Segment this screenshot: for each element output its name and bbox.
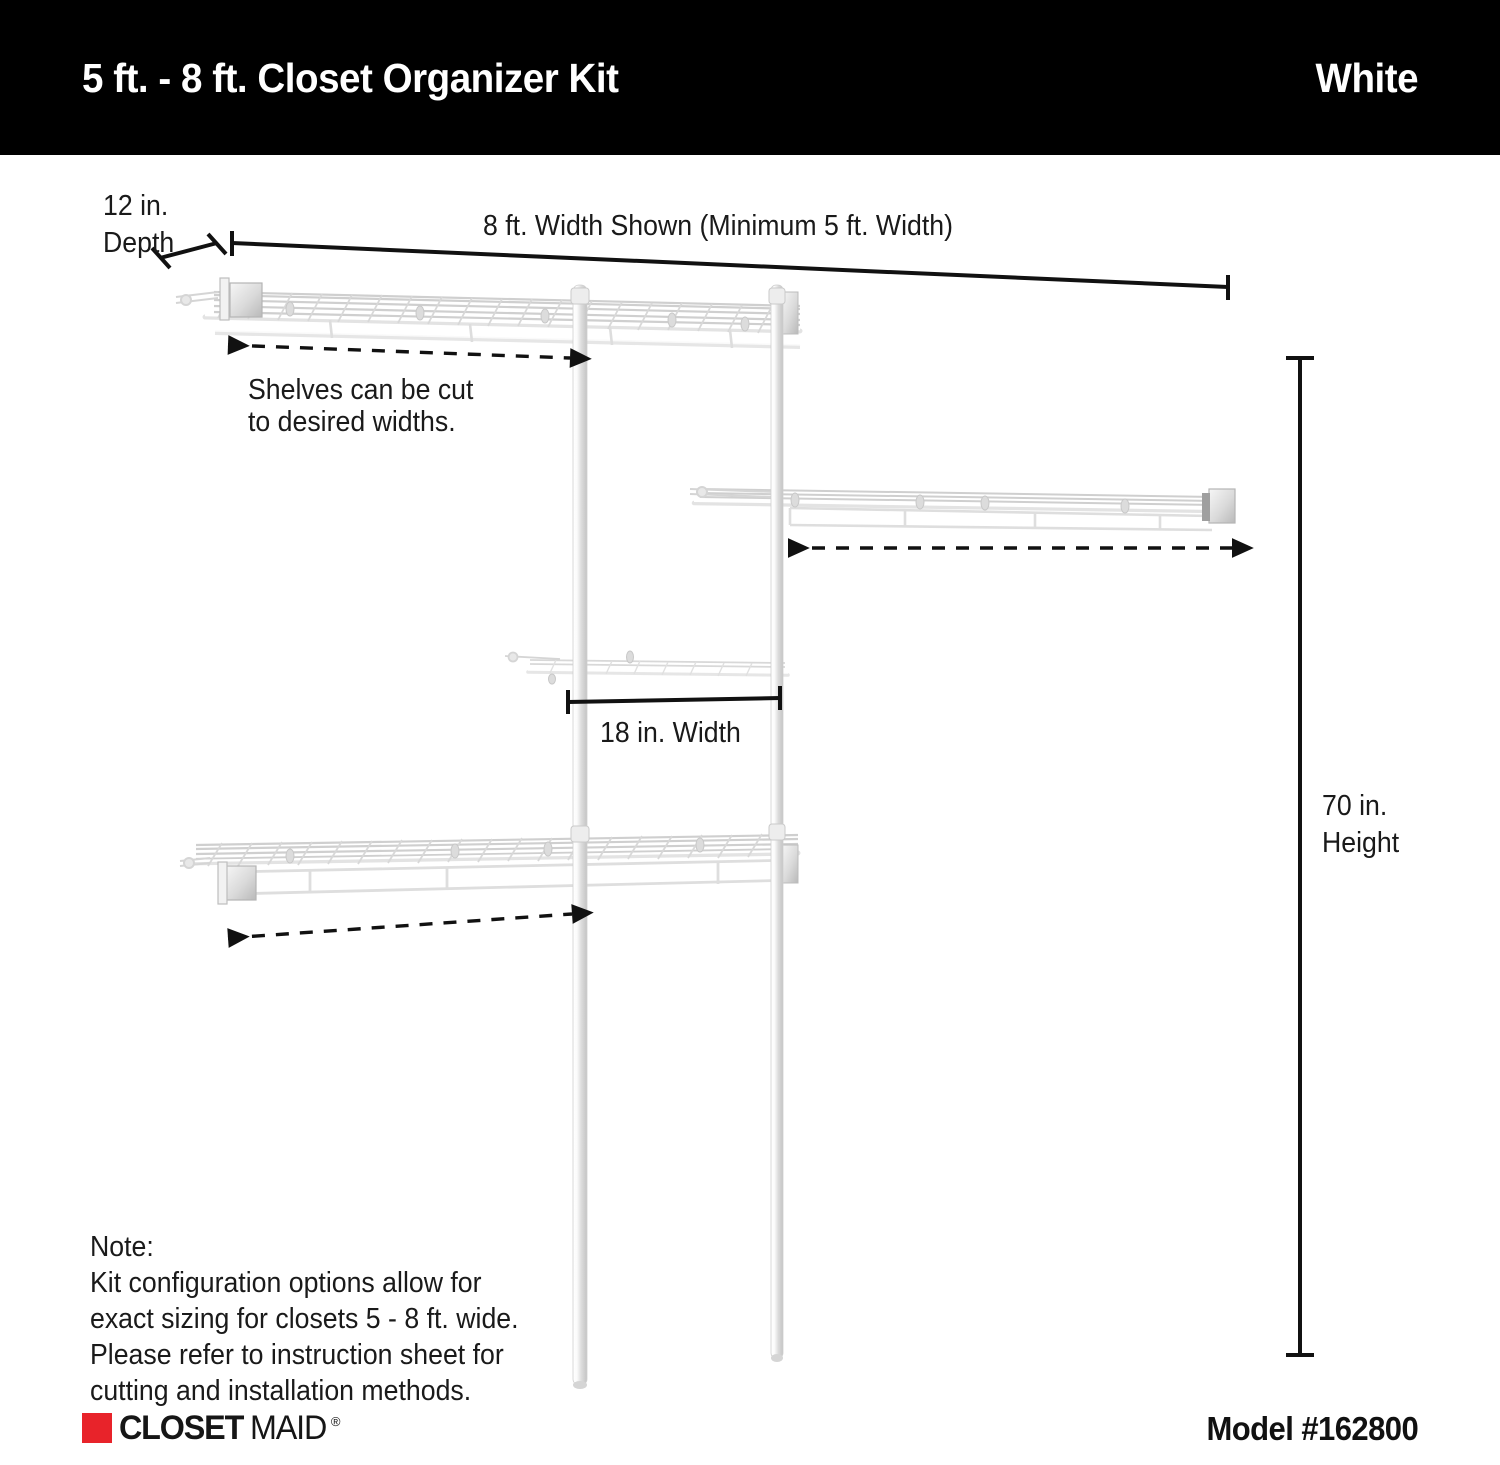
color-label: White [1315,55,1418,101]
note-line-3: Please refer to instruction sheet for [90,1339,504,1371]
height-label-line2: Height [1322,827,1400,859]
middle-shelf-width-label: 18 in. Width [600,717,741,749]
middle-width-dimension-line [568,686,780,714]
registered-trademark-icon: ® [330,1414,341,1429]
logo-text-light: MAID [249,1408,326,1447]
height-label-line1: 70 in. [1322,790,1388,822]
depth-label-line2: Depth [103,227,175,259]
model-number: Model #162800 [1206,1410,1418,1447]
lower-shelf-cut-arrow [228,914,572,938]
top-shelf-cut-arrow [228,345,570,358]
note-line-1: Kit configuration options allow for [90,1267,482,1299]
note-line-2: exact sizing for closets 5 - 8 ft. wide. [90,1303,519,1335]
height-dimension-line [1286,358,1314,1355]
note-heading: Note: [90,1231,154,1263]
top-width-label: 8 ft. Width Shown (Minimum 5 ft. Width) [483,210,953,242]
shelf-cut-note-line2: to desired widths. [248,406,456,438]
depth-label-line1: 12 in. [103,190,169,222]
logo-text-bold: CLOSET [119,1408,244,1447]
page-title: 5 ft. - 8 ft. Closet Organizer Kit [82,55,619,101]
shelf-cut-note-line1: Shelves can be cut [248,374,474,406]
note-line-4: cutting and installation methods. [90,1375,472,1407]
